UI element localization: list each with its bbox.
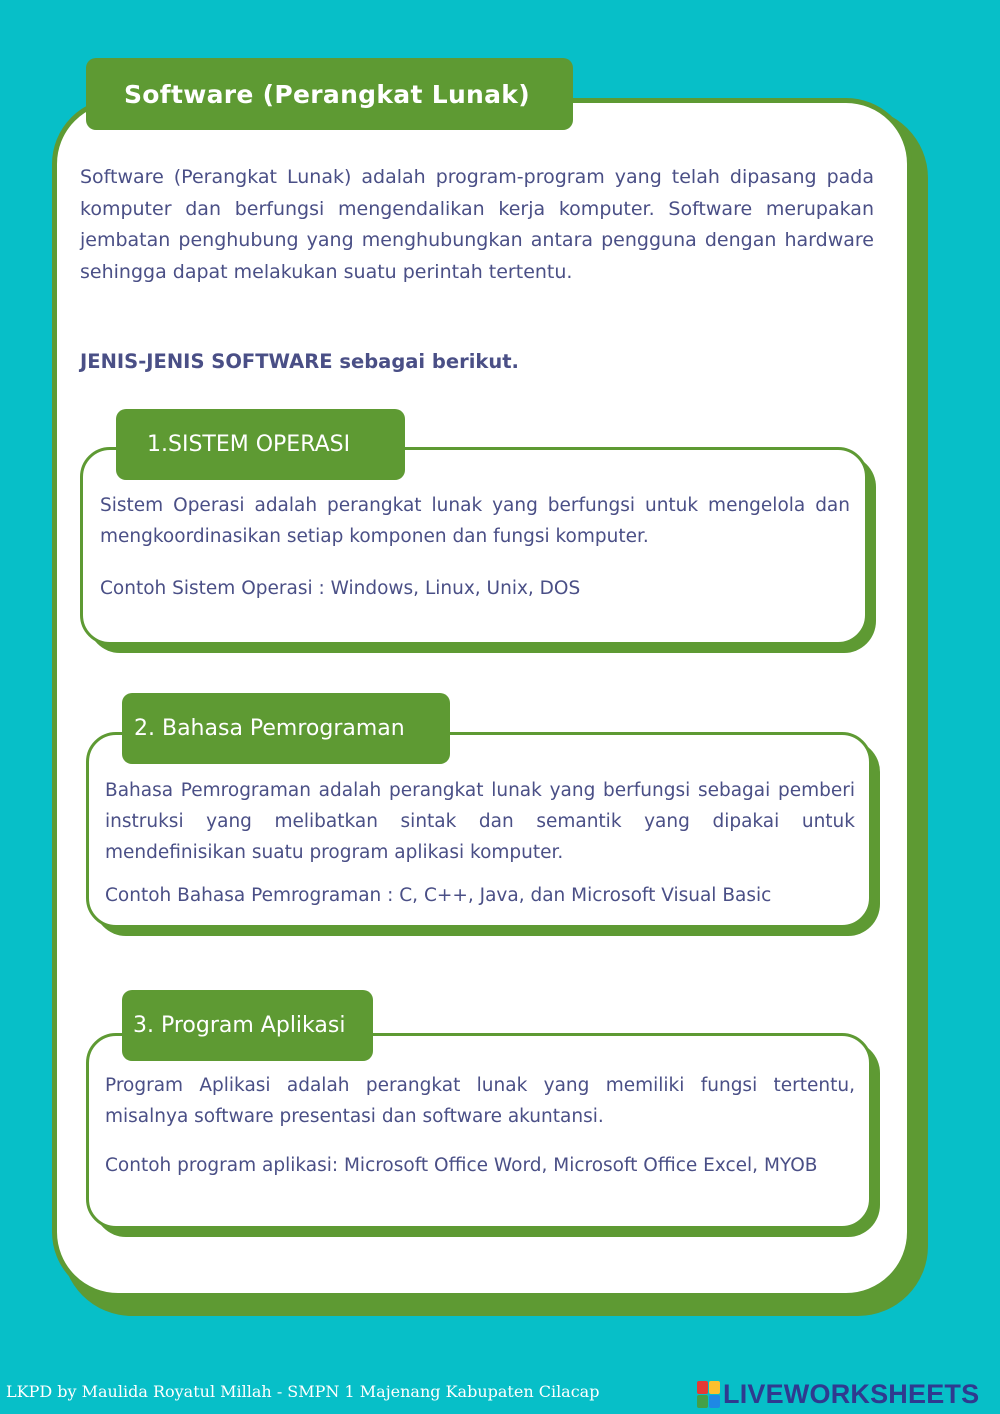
section-3-description: Program Aplikasi adalah perangkat lunak yang memiliki fungsi tertentu, misalnya software presentasi dan software akuntansi.	[105, 1075, 855, 1127]
section-1-description: Sistem Operasi adalah perangkat lunak yang berfungsi untuk mengelola dan mengkoordinasikan setiap komponen dan fungsi komputer.	[100, 495, 850, 547]
section-3-example: Contoh program aplikasi: Microsoft Office Word, Microsoft Office Excel, MYOB	[105, 1155, 818, 1176]
liveworksheets-logo-icon	[697, 1381, 719, 1407]
section-2-description: Bahasa Pemrograman adalah perangkat lunak yang berfungsi sebagai pemberi instruksi yang melibatkan sintak dan semantik yang dipakai untuk mendefinisikan suatu program aplikasi komputer.	[105, 780, 855, 863]
section-1-example: Contoh Sistem Operasi : Windows, Linux, Unix, DOS	[100, 578, 581, 599]
main-title: Software (Perangkat Lunak)	[86, 58, 573, 130]
section-2-title: 2. Bahasa Pemrograman	[122, 693, 450, 764]
section-1-title: 1.SISTEM OPERASI	[116, 409, 405, 480]
section-3-title: 3. Program Aplikasi	[122, 990, 373, 1061]
footer-credit: LKPD by Maulida Royatul Millah - SMPN 1 Majenang Kabupaten Cilacap	[6, 1382, 600, 1401]
brand-name: LIVEWORKSHEETS	[723, 1378, 980, 1409]
section-2-example: Contoh Bahasa Pemrograman : C, C++, Java, dan Microsoft Visual Basic	[105, 885, 772, 906]
liveworksheets-brand[interactable]	[697, 1377, 979, 1411]
intro-paragraph: Software (Perangkat Lunak) adalah program-program yang telah dipasang pada komputer dan berfungsi mengendalikan kerja komputer. Software merupakan jembatan penghubung yang menghubungkan antara pengguna dengan hardware sehingga dapat melakukan suatu perintah tertentu.	[80, 166, 874, 283]
types-heading: JENIS-JENIS SOFTWARE sebagai berikut.	[80, 350, 519, 373]
